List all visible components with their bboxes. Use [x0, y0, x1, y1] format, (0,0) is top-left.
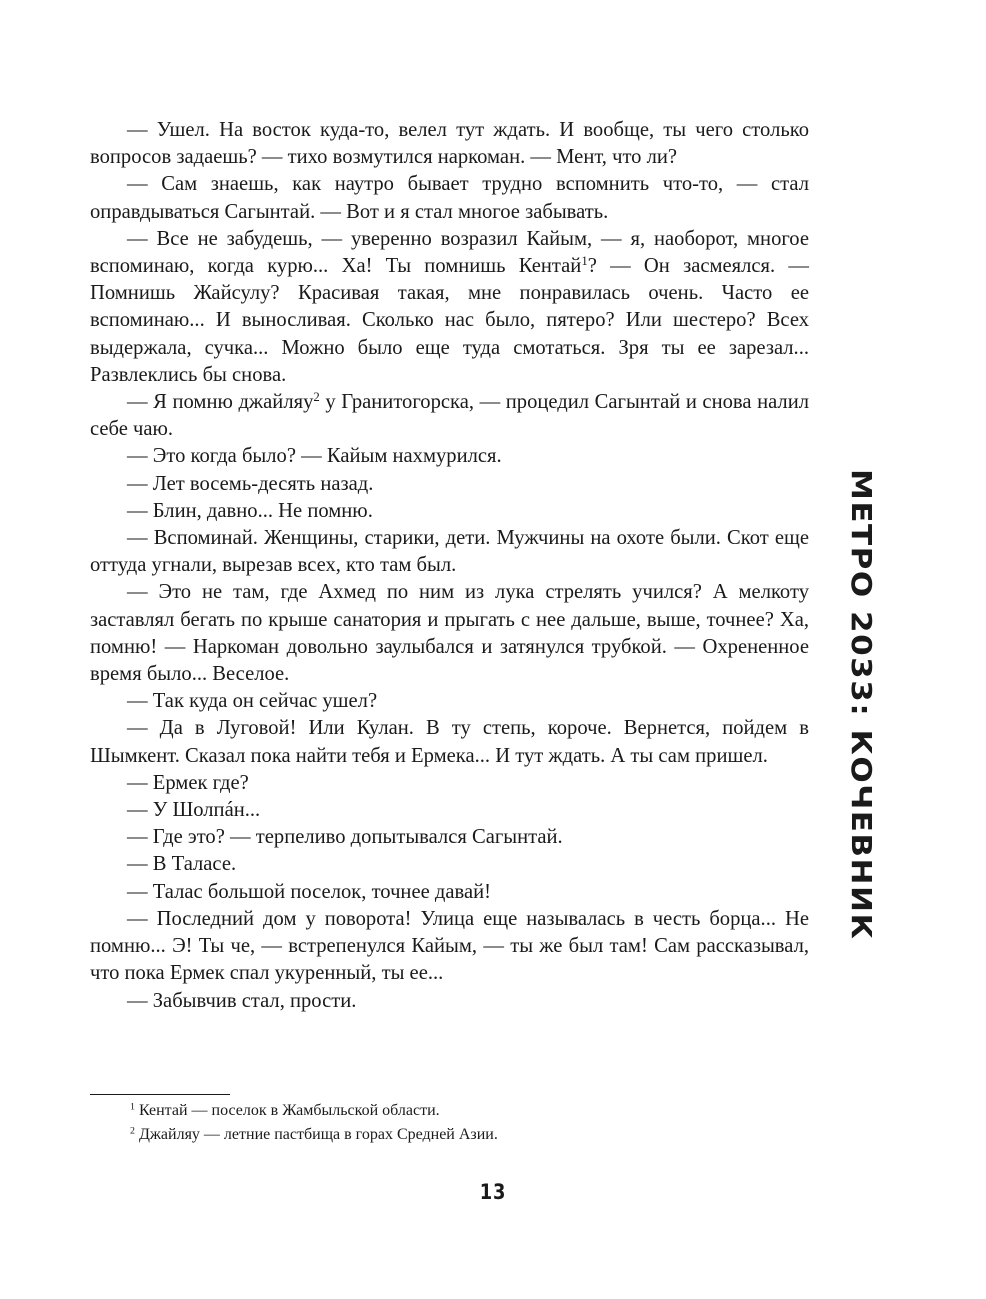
footnote [90, 1099, 809, 1123]
paragraph: — В Таласе. [127, 853, 237, 876]
paragraph: — У Шолпáн... [127, 799, 261, 822]
paragraph: — Да в Луговой! Или Кулан. В ту степь, короче. Вернется, пойдем в Шымкент. Сказал пока найти тебя и Ермека... И тут ждать. А ты сам пришел. [90, 717, 809, 767]
page-body [90, 117, 809, 1015]
paragraph-text: у Гранитогорска, — процедил Сагынтай и снова налил себе чаю. [90, 391, 809, 441]
paragraph: — Так куда он сейчас ушел? [127, 690, 378, 713]
footnote-divider [90, 1094, 230, 1095]
paragraph: — Талас большой поселок, точнее давай! [127, 880, 491, 903]
paragraph: — Забывчив стал, прости. [127, 989, 357, 1012]
footnote-text: Кентай — поселок в Жамбыльской области. [134, 1102, 440, 1119]
footnote-text: Джайляу — летние пастбища в горах Средней Азии. [134, 1126, 498, 1143]
paragraph-text: ? — Он засмеялся. — Помнишь Жайсулу? Красивая такая, мне понравилась очень. Часто ее вспоминаю... И выносливая. Сколько нас было, пятеро? Или шестеро? Всех выдержала, сучка... Можно было еще туда смотаться. Зря ты ее зарезал... Развлеклись бы снова. [90, 255, 809, 386]
paragraph: — Это когда было? — Кайым нахмурился. [127, 445, 502, 468]
paragraph [90, 389, 809, 443]
footnote-mark: 2 [130, 1125, 135, 1137]
paragraph: — Последний дом у поворота! Улица еще называлась в честь борца... Не помню... Э! Ты че, — встрепенулся Кайым, — ты же был там! Сам рассказывал, что пока Ермек спал укуренный, ты ее... [90, 907, 809, 985]
paragraph-text: — Я помню джайляу [127, 391, 314, 414]
paragraph: — Блин, давно... Не помню. [127, 499, 373, 522]
paragraph [90, 226, 809, 389]
paragraph: — Лет восемь-десять назад. [127, 472, 374, 495]
footnote-ref[interactable]: 1 [581, 254, 588, 268]
paragraph: — Где это? — терпеливо допытывался Сагынтай. [127, 826, 563, 849]
paragraph-text: — Все не забудешь, — уверенно возразил Кайым, — я, наоборот, многое вспоминаю, когда курю... Ха! Ты помнишь Кентай [90, 227, 809, 278]
footnote-mark: 1 [130, 1101, 135, 1113]
paragraph: — Сам знаешь, как наутро бывает трудно вспомнить что-то, — стал оправдываться Сагынтай. — Вот и я стал многое забывать. [90, 173, 809, 223]
footnote [90, 1123, 809, 1147]
page-number: 13 [479, 1180, 507, 1204]
paragraph: — Ушел. На восток куда-то, велел тут ждать. И вообще, ты чего столько вопросов задаешь? — тихо возмутился наркоман. — Мент, что ли? [90, 119, 809, 169]
paragraph: — Это не там, где Ахмед по ним из лука стрелять учился? А мелкоту заставлял бегать по крыше санатория и прыгать с нее дальше, выше, точнее? Ха, помню! — Наркоман довольно заулыбался и затянулся трубкой. — Охрененное время было... Веселое. [90, 581, 809, 686]
paragraph: — Ермек где? [127, 771, 249, 794]
footnotes [90, 1099, 809, 1147]
running-title: МЕТРО 2033: КОЧЕВНИК [844, 469, 878, 941]
footnote-ref[interactable]: 2 [313, 390, 320, 405]
paragraph: — Вспоминай. Женщины, старики, дети. Мужчины на охоте были. Скот еще оттуда угнали, вырезав всех, кто там был. [90, 527, 809, 577]
